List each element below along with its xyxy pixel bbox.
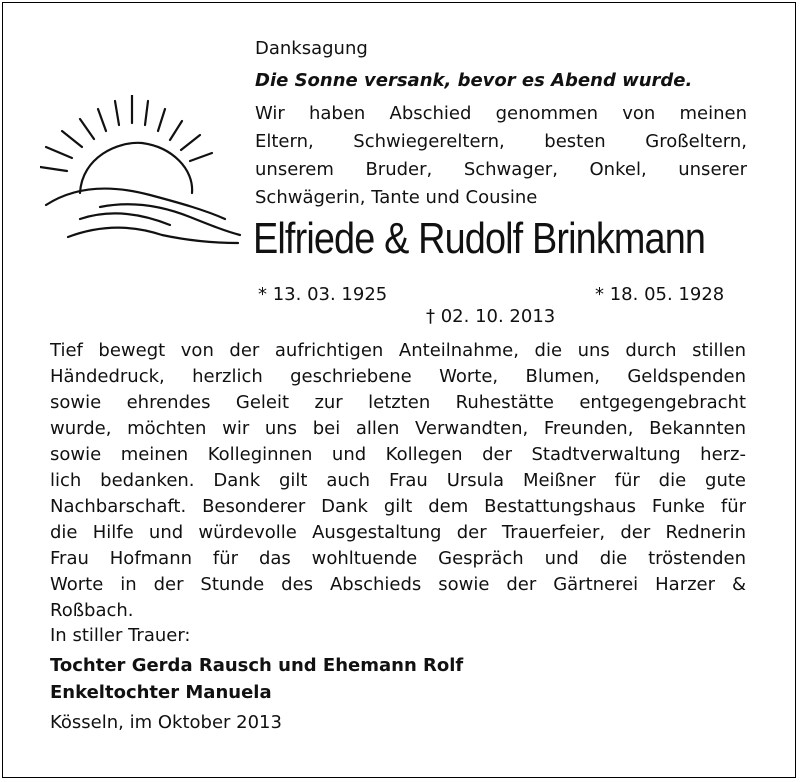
body-line: Nachbarschaft. Besonderer Dank gilt dem Bestattungshaus Funke für	[50, 496, 746, 517]
intro-line: Wir haben Abschied genommen von meinen	[255, 103, 747, 124]
birth-date-right: * 18. 05. 1928	[595, 284, 725, 305]
body-line: sowie ehrendes Geleit zur letzten Ruhestätte entgegengebracht	[50, 392, 746, 413]
body-line: die Hilfe und würdevolle Ausgestaltung der Trauerfeier, der Rednerin	[50, 522, 746, 543]
intro-line: Schwägerin, Tante und Cousine	[255, 187, 538, 208]
body-line: Roßbach.	[50, 600, 134, 621]
intro-paragraph	[255, 100, 747, 212]
birth-date-left: * 13. 03. 1925	[258, 284, 388, 305]
body-line: Frau Hofmann für das wohltuende Gespräch und die tröstenden	[50, 548, 746, 569]
motto: Die Sonne versank, bevor es Abend wurde.	[255, 70, 693, 91]
sunset-icon	[40, 95, 250, 245]
body-line: sowie meinen Kolleginnen und Kollegen der Stadtverwaltung herz-	[50, 444, 746, 465]
intro-line: unserem Bruder, Schwager, Onkel, unserer	[255, 159, 747, 180]
body-line: Tief bewegt von der aufrichtigen Anteilnahme, die uns durch stillen	[50, 340, 746, 361]
body-line: Worte in der Stunde des Abschieds sowie der Gärtnerei Harzer &	[50, 574, 746, 595]
body-line: Händedruck, herzlich geschriebene Worte, Blumen, Geldspenden	[50, 366, 746, 387]
signature-line-1: Tochter Gerda Rausch und Ehemann Rolf	[50, 655, 464, 676]
notice-heading: Danksagung	[255, 38, 368, 59]
signature-label: In stiller Trauer:	[50, 625, 191, 646]
deceased-names: Elfriede & Rudolf Brinkmann	[253, 214, 706, 263]
thanks-paragraph	[50, 338, 746, 624]
death-date: † 02. 10. 2013	[426, 306, 556, 327]
body-line: lich bedanken. Dank gilt auch Frau Ursula Meißner für die gute	[50, 470, 746, 491]
intro-line: Eltern, Schwiegereltern, besten Großeltern,	[255, 131, 747, 152]
place-date: Kösseln, im Oktober 2013	[50, 712, 282, 733]
body-line: wurde, möchten wir uns bei allen Verwandten, Freunden, Bekannten	[50, 418, 746, 439]
signature-line-2: Enkeltochter Manuela	[50, 682, 272, 703]
